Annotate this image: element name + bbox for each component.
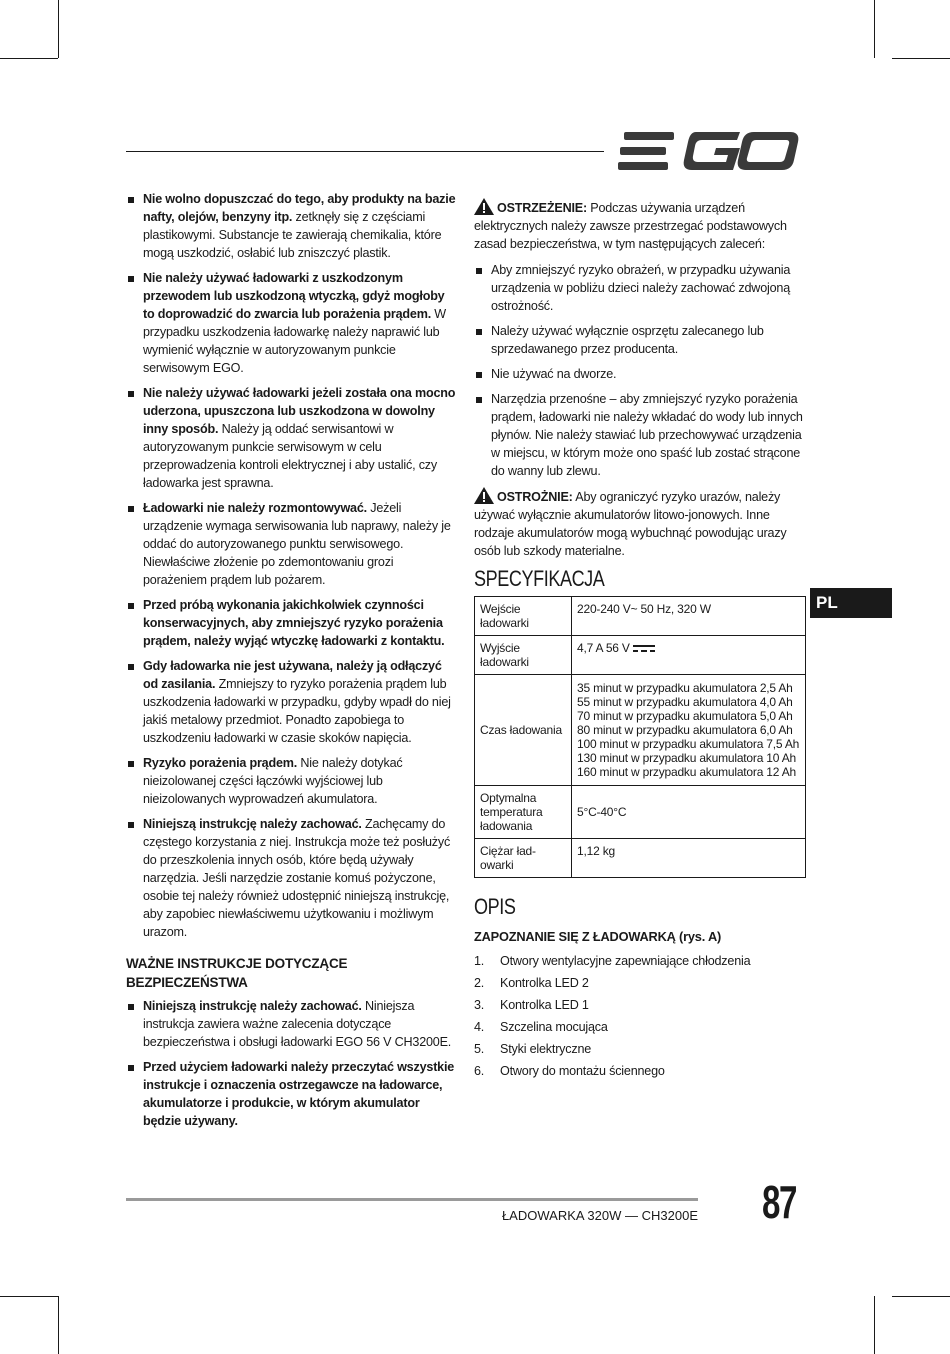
- list-item: Nie należy używać ładowarki jeżeli została ona mocno uderzona, upuszczona lub uszkodzona w dowolny inny sposób. Należy ją oddać serwisantowi w autoryzowanym punkcie serwisowym w celu przeprowadzenia kontroli elektrycznej i aby ustalić, czy ładowarka jest sprawna.: [126, 384, 456, 492]
- opis-subtitle: ZAPOZNANIE SIĘ Z ŁADOWARKĄ (rys. A): [474, 929, 722, 944]
- safety-list: [126, 190, 456, 941]
- spec-value: 5°C-40°C: [572, 786, 806, 839]
- spec-key: Optymalna temperatura ładowania: [475, 786, 572, 839]
- crop-mark: [892, 1296, 950, 1297]
- table-row: [475, 636, 806, 675]
- charge-time: 130 minut w przypadku akumulatora 10 Ah: [577, 751, 796, 765]
- important-list: [126, 997, 456, 1130]
- footer-text: ŁADOWARKA 320W — CH3200E: [501, 1208, 698, 1223]
- warning-triangle-icon: [474, 198, 494, 215]
- list-item: Należy używać wyłącznie osprzętu zalecanego lub sprzedawanego przez producenta.: [474, 322, 806, 358]
- left-column: [126, 190, 456, 1137]
- charge-time: 55 minut w przypadku akumulatora 4,0 Ah: [577, 695, 793, 709]
- crop-mark: [0, 1296, 58, 1297]
- table-row: [475, 675, 806, 786]
- list-item: Nie należy używać ładowarki z uszkodzonym przewodem lub uszkodzoną wtyczką, gdyż mogłoby to doprowadzić do zwarcia lub porażenia prądem. W przypadku uszkodzenia ładowarkę należy naprawić lub wymienić wyłącznie w autoryzowanym punkcie serwisowym EGO.: [126, 269, 456, 377]
- right-column: [474, 198, 806, 1084]
- list-item: Nie wolno dopuszczać do tego, aby produkty na bazie nafty, olejów, benzyny itp. zetknęły się z częściami plastikowymi. Substancje te zawierają chemikalia, które mogą uszkodzić, osłabić lub zniszczyć plastik.: [126, 190, 456, 262]
- list-item: Niniejszą instrukcję należy zachować. Zachęcamy do częstego korzystania z niej. Instrukcja może też posłużyć do przeszkolenia innych osób, które będą używały narzędzia. Jeśli narzędzie zostanie komuś pożyczone, osobie tej należy również udostępnić niniejszą instrukcję, aby zapobiec niewłaściwemu użytkowaniu i możliwym urazom.: [126, 815, 456, 941]
- spec-title: SPECYFIKACJA: [474, 566, 605, 591]
- list-item: Gdy ładowarka nie jest używana, należy ją odłączyć od zasilania. Zmniejszy to ryzyko porażenia prądem lub uszkodzenia ładowarki w przypadku, gdyby wpadł do niej jakiś metalowy przedmiot. Ponadto zapobiega to uszkodzeniu ładowarki w czasie skoków napięcia.: [126, 657, 456, 747]
- list-item: Narzędzia przenośne – aby zmniejszyć ryzyko porażenia prądem, ładowarki nie należy wkładać do wody lub innych płynów. Nie należy stawiać lub przechowywać urządzenia w miejscu, w którym może ono spaść lub zostać strącone do wanny lub zlewu.: [474, 390, 806, 480]
- list-item: 2. Kontrolka LED 2: [474, 976, 589, 990]
- parts-list: [474, 952, 806, 1080]
- spec-value: 220-240 V~ 50 Hz, 320 W: [572, 597, 806, 636]
- spec-table: [474, 596, 806, 878]
- footer-rule: [126, 1198, 698, 1201]
- table-row: [475, 597, 806, 636]
- list-item: Nie używać na dworze.: [474, 365, 806, 383]
- list-item: Ładowarki nie należy rozmontowywać. Jeżeli urządzenie wymaga serwisowania lub naprawy, należy je oddać do autoryzowanego punktu serwisowego. Niewłaściwe złożenie po zdemontowaniu grozi porażeniem prądem lub pożarem.: [126, 499, 456, 589]
- ego-logo: [618, 130, 800, 172]
- list-item: Niniejszą instrukcję należy zachować. Niniejsza instrukcja zawiera ważne zalecenia dotyczące bezpieczeństwa i obsługi ładowarki EGO 56 V CH3200E.: [126, 997, 456, 1051]
- table-row: [475, 786, 806, 839]
- spec-value: [572, 675, 806, 786]
- warning-list: [474, 261, 806, 480]
- spec-key: Wejście ładowarki: [475, 597, 572, 636]
- opis-title: OPIS: [474, 894, 516, 919]
- list-item: Ryzyko porażenia prądem. Nie należy dotykać nieizolowanej części łączówki wyjściowej lub nieizolowanych wyprowadzeń akumulatora.: [126, 754, 456, 808]
- list-item: Przed użyciem ładowarki należy przeczytać wszystkie instrukcje i oznaczenia ostrzegawcze na ładowarce, akumulatorze i produkcie, w którym akumulator będzie używany.: [126, 1058, 456, 1130]
- crop-mark: [892, 58, 950, 59]
- table-row: [475, 839, 806, 878]
- crop-mark: [58, 0, 59, 58]
- list-item: 3. Kontrolka LED 1: [474, 998, 589, 1012]
- dc-symbol-icon: [633, 645, 655, 653]
- crop-mark: [874, 0, 875, 58]
- charge-time: 35 minut w przypadku akumulatora 2,5 Ah: [577, 681, 793, 695]
- charge-time: 100 minut w przypadku akumulatora 7,5 Ah: [577, 737, 800, 751]
- warning-triangle-icon: [474, 487, 494, 504]
- list-item: 6. Otwory do montażu ściennego: [474, 1064, 665, 1078]
- output-value: 4,7 A 56 V: [577, 641, 630, 655]
- list-item: 1. Otwory wentylacyjne zapewniające chłodzenia: [474, 954, 751, 968]
- caution-paragraph: OSTROŻNIE: Aby ograniczyć ryzyko urazów, należy używać wyłącznie akumulatorów litowo-jonowych. Inne rodzaje akumulatorów mogą wybuchnąć powodując urazy osób lub szkody materialne.: [474, 487, 806, 560]
- important-instructions-heading: WAŻNE INSTRUKCJE DOTYCZĄCE BEZPIECZEŃSTWA: [126, 956, 348, 990]
- warning-paragraph: OSTRZEŻENIE: Podczas używania urządzeń elektrycznych należy zawsze przestrzegać podstawowych zasad bezpieczeństwa, w tym następujących zaleceń:: [474, 198, 806, 253]
- charge-time: 70 minut w przypadku akumulatora 5,0 Ah: [577, 709, 793, 723]
- spec-key: Czas ładowania: [475, 675, 572, 786]
- charge-time: 160 minut w przypadku akumulatora 12 Ah: [577, 765, 796, 779]
- list-item: Aby zmniejszyć ryzyko obrażeń, w przypadku używania urządzenia w pobliżu dzieci należy zachować zdwojoną ostrożność.: [474, 261, 806, 315]
- spec-value: 1,12 kg: [572, 839, 806, 878]
- crop-mark: [0, 58, 58, 59]
- spec-value: [572, 636, 806, 675]
- list-item: 4. Szczelina mocująca: [474, 1020, 608, 1034]
- charge-time: 80 minut w przypadku akumulatora 6,0 Ah: [577, 723, 793, 737]
- spec-key: Wyjście ładowarki: [475, 636, 572, 675]
- page-number: 87: [762, 1176, 796, 1228]
- list-item: Przed próbą wykonania jakichkolwiek czynności konserwacyjnych, aby zmniejszyć ryzyko porażenia prądem, należy wyjąć wtyczkę ładowarki z kontaktu.: [126, 596, 456, 650]
- crop-mark: [874, 1296, 875, 1354]
- crop-mark: [58, 1296, 59, 1354]
- list-item: 5. Styki elektryczne: [474, 1042, 592, 1056]
- header-rule: [126, 151, 604, 152]
- language-tab: PL: [810, 588, 892, 618]
- spec-key: Ciężar ład-owarki: [475, 839, 572, 878]
